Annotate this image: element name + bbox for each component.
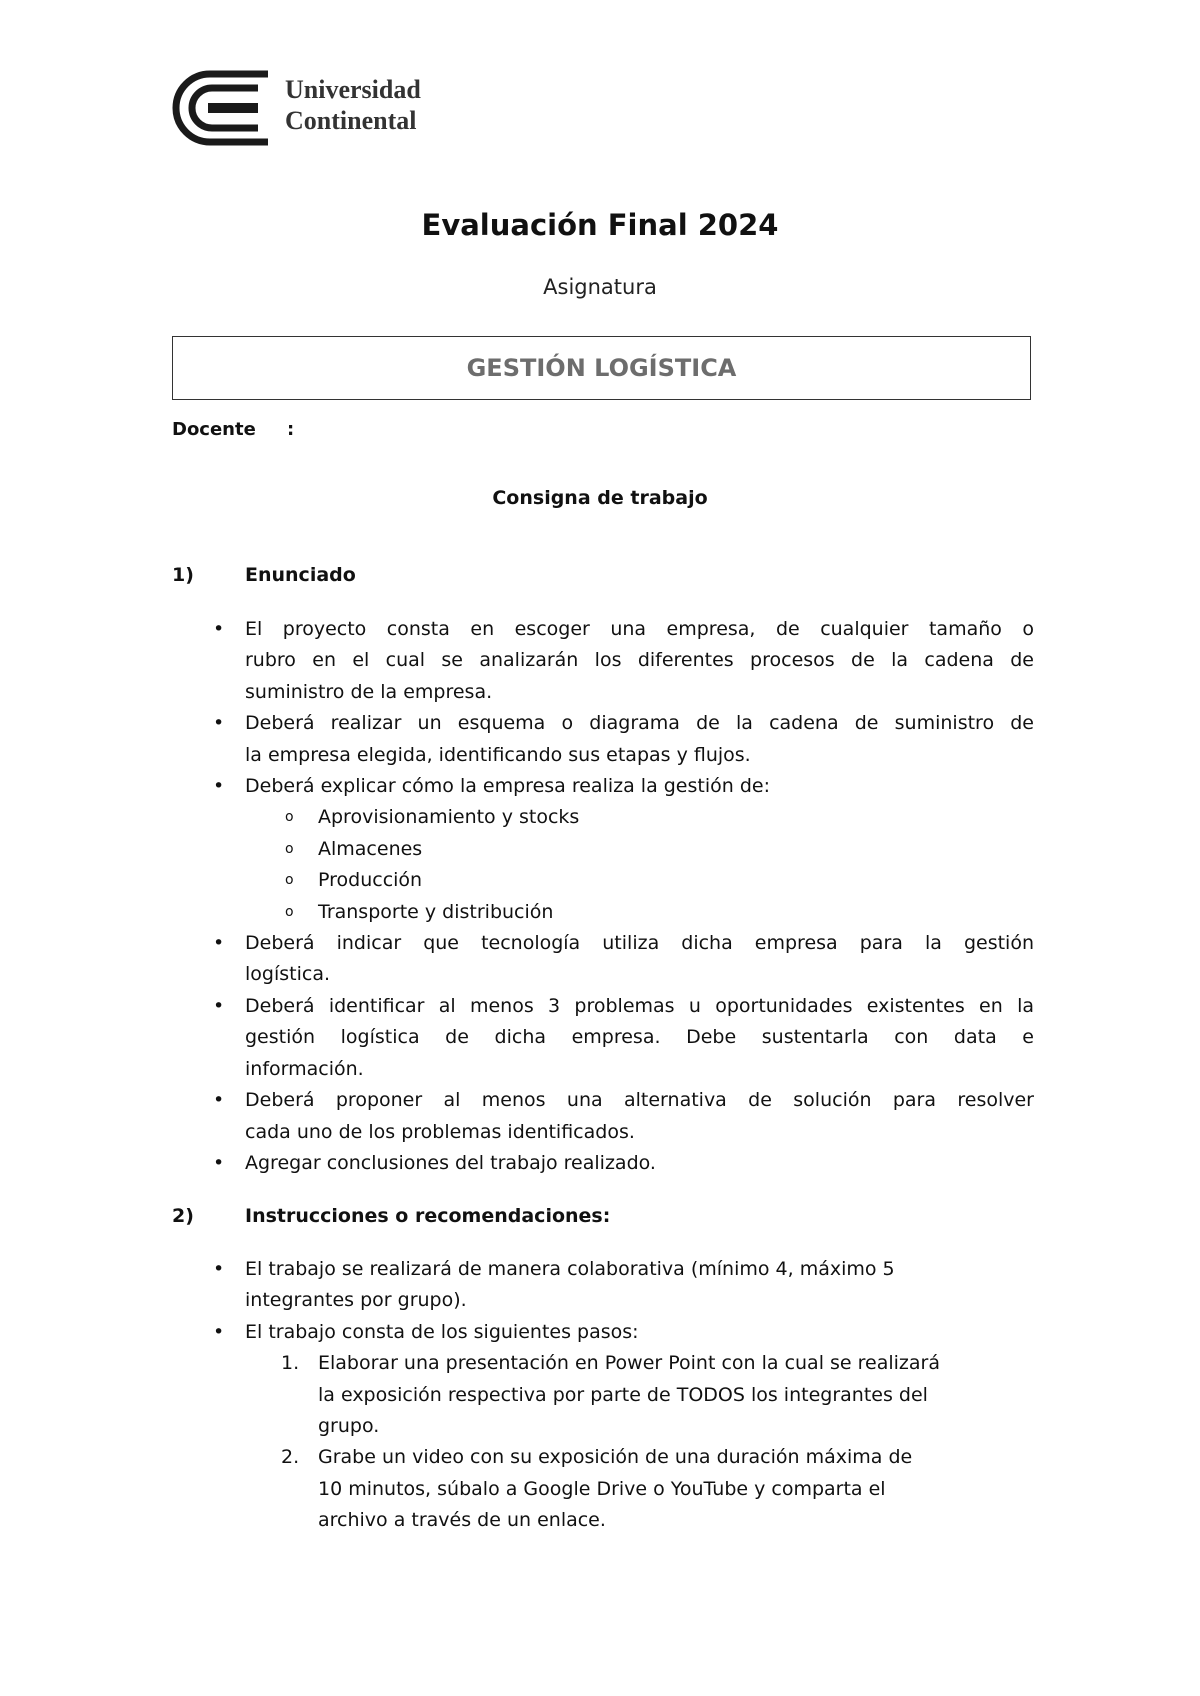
section-title: Enunciado	[245, 564, 356, 586]
text-line: 10 minutos, súbalo a Google Drive o YouTube y comparta el	[318, 1477, 886, 1500]
text-line: Grabe un video con su exposición de una duración máxima de	[318, 1446, 913, 1469]
subject-box	[172, 336, 1031, 400]
university-logo	[172, 70, 442, 146]
text-line: información.	[245, 1057, 364, 1080]
docente-colon: :	[287, 419, 295, 440]
section-number: 2)	[172, 1205, 194, 1227]
logo-line-2: Continental	[285, 106, 417, 135]
list-item	[213, 1254, 1034, 1317]
section-2-heading	[172, 1205, 611, 1227]
list-item	[213, 771, 1034, 802]
docente-field	[172, 419, 295, 440]
numbered-step	[213, 1348, 1034, 1442]
step-number: 1.	[281, 1352, 300, 1375]
logo-mark-icon	[172, 70, 272, 146]
bullet-icon: •	[213, 932, 225, 955]
bullet-icon: •	[213, 1320, 225, 1343]
list-item	[213, 614, 1034, 708]
sub-list-item	[213, 802, 1034, 833]
text-line: Elaborar una presentación en Power Point con la cual se realizará	[318, 1352, 940, 1375]
text-line: Deberá realizar un esquema o diagrama de la cadena de suministro de	[245, 712, 1034, 735]
bullet-icon: •	[213, 1151, 225, 1174]
bullet-icon: •	[213, 712, 225, 735]
text-line: rubro en el cual se analizarán los diferentes procesos de la cadena de	[245, 649, 1034, 672]
text-line: Deberá identificar al menos 3 problemas u oportunidades existentes en la	[245, 994, 1034, 1017]
text-line: Deberá explicar cómo la empresa realiza la gestión de:	[245, 775, 770, 798]
bullet-icon: •	[213, 1258, 225, 1280]
text-line: cada uno de los problemas identificados.	[245, 1120, 635, 1143]
logo-line-1: Universidad	[285, 75, 421, 104]
numbered-step	[213, 1442, 1034, 1536]
circle-bullet-icon: o	[285, 903, 294, 920]
text-line: Deberá indicar que tecnología utiliza dicha empresa para la gestión	[245, 932, 1034, 955]
text-line: gestión logística de dicha empresa. Debe sustentarla con data e	[245, 1026, 1034, 1049]
text-line: la empresa elegida, identificando sus etapas y flujos.	[245, 743, 751, 766]
docente-label: Docente	[172, 419, 256, 440]
text-line: grupo.	[318, 1415, 380, 1438]
text-line: archivo a través de un enlace.	[318, 1509, 606, 1532]
bullet-icon: •	[213, 775, 225, 798]
text-line: Deberá proponer al menos una alternativa de solución para resolver	[245, 1089, 1034, 1112]
bullet-icon: •	[213, 618, 225, 640]
instructions-list	[213, 1254, 1034, 1537]
sub-item-text: Transporte y distribución	[318, 900, 554, 923]
text-line: El trabajo se realizará de manera colaborativa (mínimo 4, máximo 5	[245, 1258, 895, 1280]
text-line: integrantes por grupo).	[245, 1289, 467, 1312]
section-1-heading	[172, 564, 356, 586]
section-title: Instrucciones o recomendaciones:	[245, 1205, 611, 1227]
circle-bullet-icon: o	[285, 872, 294, 889]
sub-item-text: Almacenes	[318, 837, 423, 860]
text-line: Agregar conclusiones del trabajo realizado.	[245, 1151, 656, 1174]
list-item	[213, 991, 1034, 1085]
subject-label: Asignatura	[543, 275, 657, 299]
step-number: 2.	[281, 1446, 300, 1469]
text-line: logística.	[245, 963, 330, 986]
consigna-heading: Consigna de trabajo	[492, 487, 708, 509]
list-item	[213, 1317, 1034, 1348]
subject-name: GESTIÓN LOGÍSTICA	[466, 354, 737, 382]
bullet-icon: •	[213, 994, 225, 1017]
circle-bullet-icon: o	[285, 840, 294, 857]
list-item	[213, 708, 1034, 771]
sub-item-text: Aprovisionamiento y stocks	[318, 806, 580, 829]
text-line: la exposición respectiva por parte de TODOS los integrantes del	[318, 1383, 928, 1406]
document-title: Evaluación Final 2024	[421, 208, 779, 242]
sub-list-item	[213, 865, 1034, 896]
bullet-icon: •	[213, 1089, 225, 1112]
text-line: suministro de la empresa.	[245, 680, 493, 703]
sub-list-item	[213, 834, 1034, 865]
circle-bullet-icon: o	[285, 809, 294, 826]
text-line: El proyecto consta en escoger una empresa, de cualquier tamaño o	[245, 618, 1034, 640]
text-line: El trabajo consta de los siguientes pasos:	[245, 1320, 639, 1343]
enunciado-list	[213, 614, 1034, 1179]
list-item	[213, 928, 1034, 991]
sub-list-item	[213, 897, 1034, 928]
list-item	[213, 1085, 1034, 1148]
section-number: 1)	[172, 564, 194, 586]
sub-item-text: Producción	[318, 869, 423, 892]
list-item	[213, 1148, 1034, 1179]
